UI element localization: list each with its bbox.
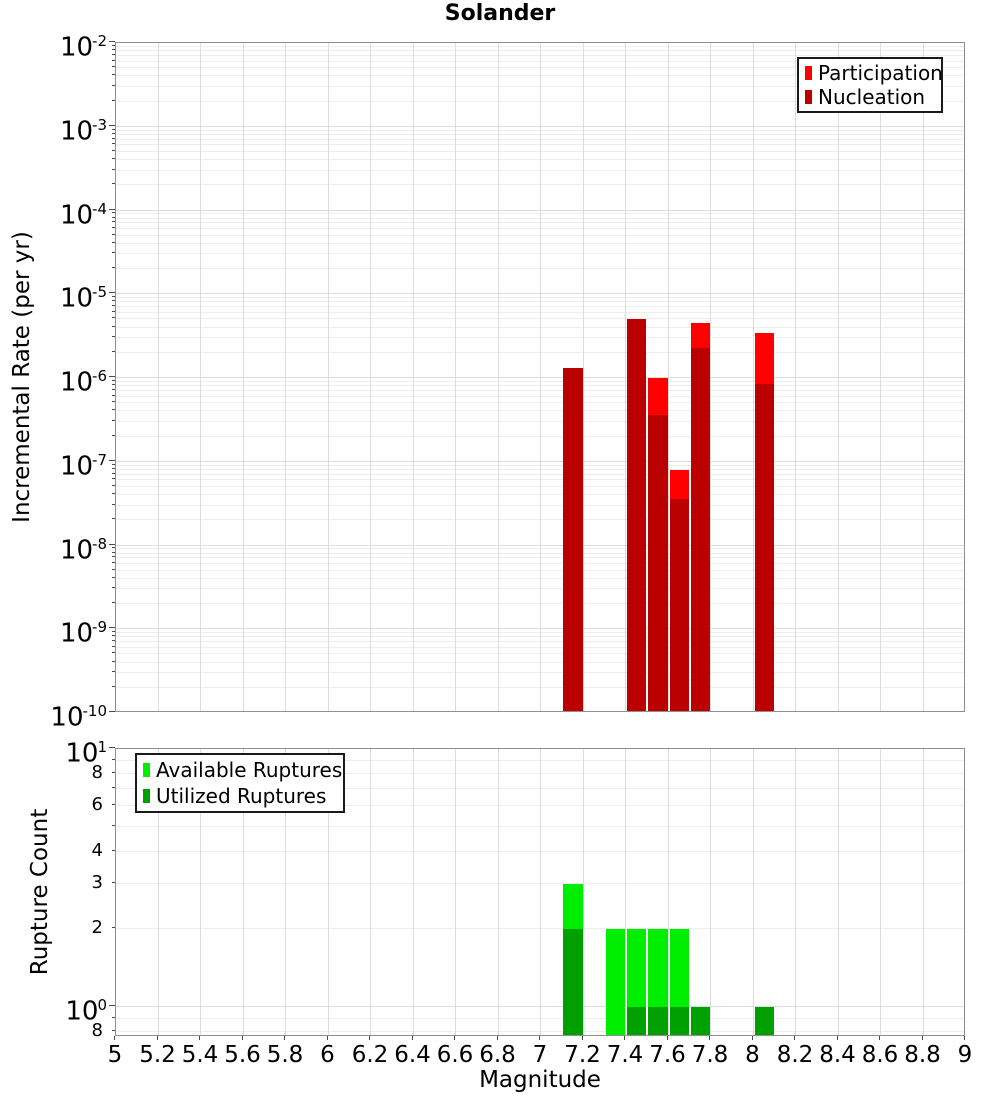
available-swatch-icon bbox=[143, 763, 150, 777]
y-minor-tick bbox=[112, 635, 115, 636]
y-tick-label: $10^1$ bbox=[65, 738, 107, 769]
y-tick-label: $10^{-4}$ bbox=[59, 199, 107, 231]
y-minor-tick bbox=[112, 518, 115, 519]
count-axis-label: Rupture Count bbox=[27, 808, 53, 976]
x-tick-label: 6.4 bbox=[394, 1042, 431, 1068]
y-minor-tick bbox=[112, 305, 115, 306]
y-minor-tick bbox=[112, 100, 115, 101]
x-tick bbox=[497, 1036, 498, 1040]
vertical-gridline bbox=[880, 749, 881, 1036]
y-minor-tick bbox=[112, 640, 115, 641]
y-minor-tick bbox=[112, 169, 115, 170]
y-minor-tick bbox=[112, 435, 115, 436]
x-tick bbox=[582, 1036, 583, 1040]
legend-label-available: Available Ruptures bbox=[156, 758, 343, 783]
y-minor-tick bbox=[112, 351, 115, 352]
y-minor-tick bbox=[112, 317, 115, 318]
y-minor-tick bbox=[112, 661, 115, 662]
y-minor-tick bbox=[112, 493, 115, 494]
y-minor-tick bbox=[112, 602, 115, 603]
y-minor-tick bbox=[112, 1017, 115, 1018]
y-minor-tick bbox=[112, 631, 115, 632]
x-tick bbox=[879, 1036, 880, 1040]
y-major-tick bbox=[109, 1005, 115, 1006]
vertical-gridline bbox=[455, 749, 456, 1036]
y-minor-tick bbox=[112, 158, 115, 159]
x-tick bbox=[114, 1036, 115, 1040]
y-minor-tick-label: 2 bbox=[91, 917, 103, 939]
y-minor-tick bbox=[112, 646, 115, 647]
nucleation-bar bbox=[627, 319, 646, 712]
y-minor-tick bbox=[112, 401, 115, 402]
x-tick-label: 7.4 bbox=[606, 1042, 644, 1068]
y-minor-tick bbox=[112, 49, 115, 50]
x-tick bbox=[157, 1036, 158, 1040]
x-tick bbox=[284, 1036, 285, 1040]
x-tick bbox=[922, 1036, 923, 1040]
x-tick bbox=[454, 1036, 455, 1040]
y-minor-tick-label: 3 bbox=[91, 871, 103, 893]
y-minor-tick bbox=[112, 54, 115, 55]
vertical-gridline bbox=[413, 43, 414, 712]
y-minor-tick bbox=[112, 221, 115, 222]
x-tick-label: 8.6 bbox=[861, 1042, 899, 1068]
y-minor-tick bbox=[112, 556, 115, 557]
y-major-tick bbox=[109, 627, 115, 628]
vertical-gridline bbox=[413, 749, 414, 1036]
available-ruptures-bar bbox=[606, 929, 625, 1036]
y-minor-tick bbox=[112, 60, 115, 61]
y-minor-tick bbox=[112, 326, 115, 327]
vertical-gridline bbox=[583, 43, 584, 712]
y-minor-tick bbox=[112, 547, 115, 548]
y-minor-tick-label: 8 bbox=[91, 762, 103, 783]
y-minor-tick bbox=[112, 85, 115, 86]
y-minor-tick bbox=[112, 129, 115, 130]
nucleation-bar bbox=[563, 368, 582, 712]
x-tick-label: 7 bbox=[532, 1042, 548, 1068]
y-minor-tick bbox=[112, 45, 115, 46]
y-minor-tick bbox=[112, 587, 115, 588]
y-minor-tick bbox=[112, 150, 115, 151]
y-minor-tick bbox=[112, 825, 115, 826]
vertical-gridline bbox=[668, 43, 669, 712]
vertical-gridline bbox=[923, 43, 924, 712]
vertical-gridline bbox=[710, 749, 711, 1036]
x-axis-label: Magnitude bbox=[479, 1067, 601, 1093]
y-minor-tick bbox=[112, 409, 115, 410]
y-minor-tick bbox=[112, 772, 115, 773]
y-minor-tick bbox=[112, 66, 115, 67]
nucleation-bar bbox=[648, 415, 667, 712]
y-minor-tick bbox=[112, 562, 115, 563]
y-tick-label: $10^{-2}$ bbox=[59, 32, 107, 63]
y-minor-tick bbox=[112, 1030, 115, 1031]
x-tick bbox=[837, 1036, 838, 1040]
y-minor-tick bbox=[112, 468, 115, 469]
x-tick-label: 5.2 bbox=[139, 1042, 176, 1068]
y-minor-tick bbox=[112, 759, 115, 760]
y-minor-tick bbox=[112, 420, 115, 421]
x-tick-label: 8.4 bbox=[819, 1042, 856, 1068]
x-tick bbox=[752, 1036, 753, 1040]
y-minor-tick bbox=[112, 212, 115, 213]
y-major-tick bbox=[109, 292, 115, 293]
x-tick bbox=[667, 1036, 668, 1040]
x-tick-label: 7.8 bbox=[691, 1042, 729, 1068]
y-major-tick bbox=[109, 209, 115, 210]
vertical-gridline bbox=[370, 749, 371, 1036]
x-tick bbox=[242, 1036, 243, 1040]
utilized-ruptures-bar bbox=[627, 1007, 646, 1036]
y-minor-tick bbox=[112, 389, 115, 390]
y-tick-label: $10^0$ bbox=[65, 995, 107, 1027]
chart-title: Solander bbox=[444, 1, 556, 26]
rate-legend bbox=[797, 57, 943, 113]
y-minor-tick bbox=[112, 217, 115, 218]
vertical-gridline bbox=[838, 43, 839, 712]
legend-label-participation: Participation bbox=[818, 61, 943, 85]
vertical-gridline bbox=[710, 43, 711, 712]
y-minor-tick bbox=[112, 552, 115, 553]
y-tick-label: $10^{-8}$ bbox=[59, 534, 107, 566]
y-minor-tick bbox=[112, 652, 115, 653]
x-tick-label: 5.8 bbox=[266, 1042, 304, 1068]
nucleation-bar bbox=[670, 499, 689, 712]
vertical-gridline bbox=[370, 43, 371, 712]
vertical-gridline bbox=[583, 749, 584, 1036]
y-minor-tick bbox=[112, 882, 115, 883]
x-tick-label: 8.2 bbox=[776, 1042, 814, 1068]
y-major-tick bbox=[109, 125, 115, 126]
y-minor-tick bbox=[112, 242, 115, 243]
utilized-ruptures-bar bbox=[691, 1007, 710, 1036]
y-major-tick bbox=[109, 747, 115, 748]
y-minor-tick-label: 4 bbox=[91, 839, 103, 861]
vertical-gridline bbox=[158, 43, 159, 712]
vertical-gridline bbox=[540, 749, 541, 1036]
x-tick bbox=[709, 1036, 710, 1040]
legend-item-nucleation bbox=[805, 85, 935, 109]
y-minor-tick bbox=[112, 74, 115, 75]
vertical-gridline bbox=[328, 43, 329, 712]
vertical-gridline bbox=[753, 749, 754, 1036]
y-minor-tick bbox=[112, 569, 115, 570]
x-tick bbox=[412, 1036, 413, 1040]
y-minor-tick bbox=[112, 143, 115, 144]
y-tick-label: $10^{-7}$ bbox=[59, 450, 107, 482]
y-minor-tick bbox=[112, 384, 115, 385]
y-tick-label: $10^{-9}$ bbox=[59, 618, 107, 649]
vertical-gridline bbox=[200, 43, 201, 712]
y-major-tick bbox=[109, 376, 115, 377]
y-minor-tick bbox=[112, 804, 115, 805]
x-tick-label: 6.8 bbox=[479, 1042, 516, 1068]
vertical-gridline bbox=[498, 749, 499, 1036]
rate-axis-label: Incremental Rate (per yr) bbox=[9, 231, 35, 523]
y-minor-tick bbox=[112, 577, 115, 578]
x-tick bbox=[369, 1036, 370, 1040]
y-minor-tick bbox=[112, 336, 115, 337]
y-minor-tick bbox=[112, 787, 115, 788]
x-tick bbox=[964, 1036, 965, 1040]
y-minor-tick bbox=[112, 227, 115, 228]
utilized-ruptures-bar bbox=[563, 929, 582, 1036]
y-minor-tick bbox=[112, 234, 115, 235]
x-tick-label: 7.2 bbox=[564, 1042, 601, 1068]
x-tick bbox=[199, 1036, 200, 1040]
x-tick-label: 8 bbox=[745, 1042, 760, 1068]
y-minor-tick bbox=[112, 478, 115, 479]
y-minor-tick bbox=[112, 296, 115, 297]
vertical-gridline bbox=[795, 749, 796, 1036]
y-minor-tick bbox=[112, 504, 115, 505]
y-minor-tick bbox=[112, 473, 115, 474]
rate-plot-area bbox=[115, 42, 965, 712]
nucleation-bar bbox=[691, 348, 710, 712]
x-tick-label: 5.6 bbox=[224, 1042, 261, 1068]
y-major-tick bbox=[109, 41, 115, 42]
x-tick-label: 7.6 bbox=[649, 1042, 686, 1068]
x-tick-label: 8.8 bbox=[904, 1042, 941, 1068]
x-tick-label: 9 bbox=[957, 1042, 973, 1068]
y-minor-tick bbox=[112, 485, 115, 486]
legend-label-utilized: Utilized Ruptures bbox=[156, 783, 327, 808]
x-tick-label: 6.2 bbox=[351, 1042, 389, 1068]
x-tick-label: 5.4 bbox=[181, 1042, 219, 1068]
vertical-gridline bbox=[625, 43, 626, 712]
y-tick-label: $10^{-3}$ bbox=[59, 115, 107, 147]
legend-item-participation bbox=[805, 61, 943, 85]
y-minor-tick-label: 8 bbox=[91, 1019, 103, 1041]
x-tick bbox=[794, 1036, 795, 1040]
y-tick-label: $10^{-6}$ bbox=[59, 367, 107, 398]
vertical-gridline bbox=[668, 749, 669, 1036]
y-tick-label: $10^{-10}$ bbox=[50, 702, 107, 733]
y-minor-tick bbox=[112, 686, 115, 687]
vertical-gridline bbox=[880, 43, 881, 712]
y-major-tick bbox=[109, 544, 115, 545]
x-tick-label: 5 bbox=[107, 1042, 123, 1068]
vertical-gridline bbox=[243, 43, 244, 712]
nucleation-bar bbox=[755, 384, 774, 712]
vertical-gridline bbox=[923, 749, 924, 1036]
vertical-gridline bbox=[838, 749, 839, 1036]
vertical-gridline bbox=[753, 43, 754, 712]
legend-item-available bbox=[143, 758, 343, 783]
legend-item-utilized bbox=[143, 784, 337, 808]
y-minor-tick bbox=[112, 138, 115, 139]
y-minor-tick bbox=[112, 252, 115, 253]
x-tick-label: 6 bbox=[320, 1042, 335, 1068]
count-legend bbox=[135, 753, 345, 813]
y-minor-tick bbox=[112, 380, 115, 381]
nucleation-swatch-icon bbox=[805, 90, 812, 104]
vertical-gridline bbox=[285, 43, 286, 712]
participation-swatch-icon bbox=[805, 66, 812, 80]
vertical-gridline bbox=[795, 43, 796, 712]
vertical-gridline bbox=[455, 43, 456, 712]
vertical-gridline bbox=[540, 43, 541, 712]
y-minor-tick bbox=[112, 183, 115, 184]
x-tick bbox=[539, 1036, 540, 1040]
y-minor-tick bbox=[112, 133, 115, 134]
utilized-ruptures-bar bbox=[648, 1007, 667, 1036]
utilized-ruptures-bar bbox=[670, 1007, 689, 1036]
y-minor-tick bbox=[112, 311, 115, 312]
y-minor-tick bbox=[112, 927, 115, 928]
x-tick bbox=[327, 1036, 328, 1040]
x-tick bbox=[624, 1036, 625, 1040]
x-tick-label: 6.6 bbox=[436, 1042, 474, 1068]
legend-label-nucleation: Nucleation bbox=[818, 85, 926, 109]
y-minor-tick bbox=[112, 671, 115, 672]
y-minor-tick bbox=[112, 395, 115, 396]
utilized-swatch-icon bbox=[143, 789, 150, 803]
y-major-tick bbox=[109, 460, 115, 461]
y-major-tick bbox=[109, 711, 115, 712]
y-minor-tick-label: 6 bbox=[91, 794, 103, 816]
vertical-gridline bbox=[625, 749, 626, 1036]
y-minor-tick bbox=[112, 850, 115, 851]
vertical-gridline bbox=[498, 43, 499, 712]
y-minor-tick bbox=[112, 464, 115, 465]
y-minor-tick bbox=[112, 267, 115, 268]
utilized-ruptures-bar bbox=[755, 1007, 774, 1036]
y-tick-label: $10^{-5}$ bbox=[59, 283, 107, 314]
y-minor-tick bbox=[112, 300, 115, 301]
